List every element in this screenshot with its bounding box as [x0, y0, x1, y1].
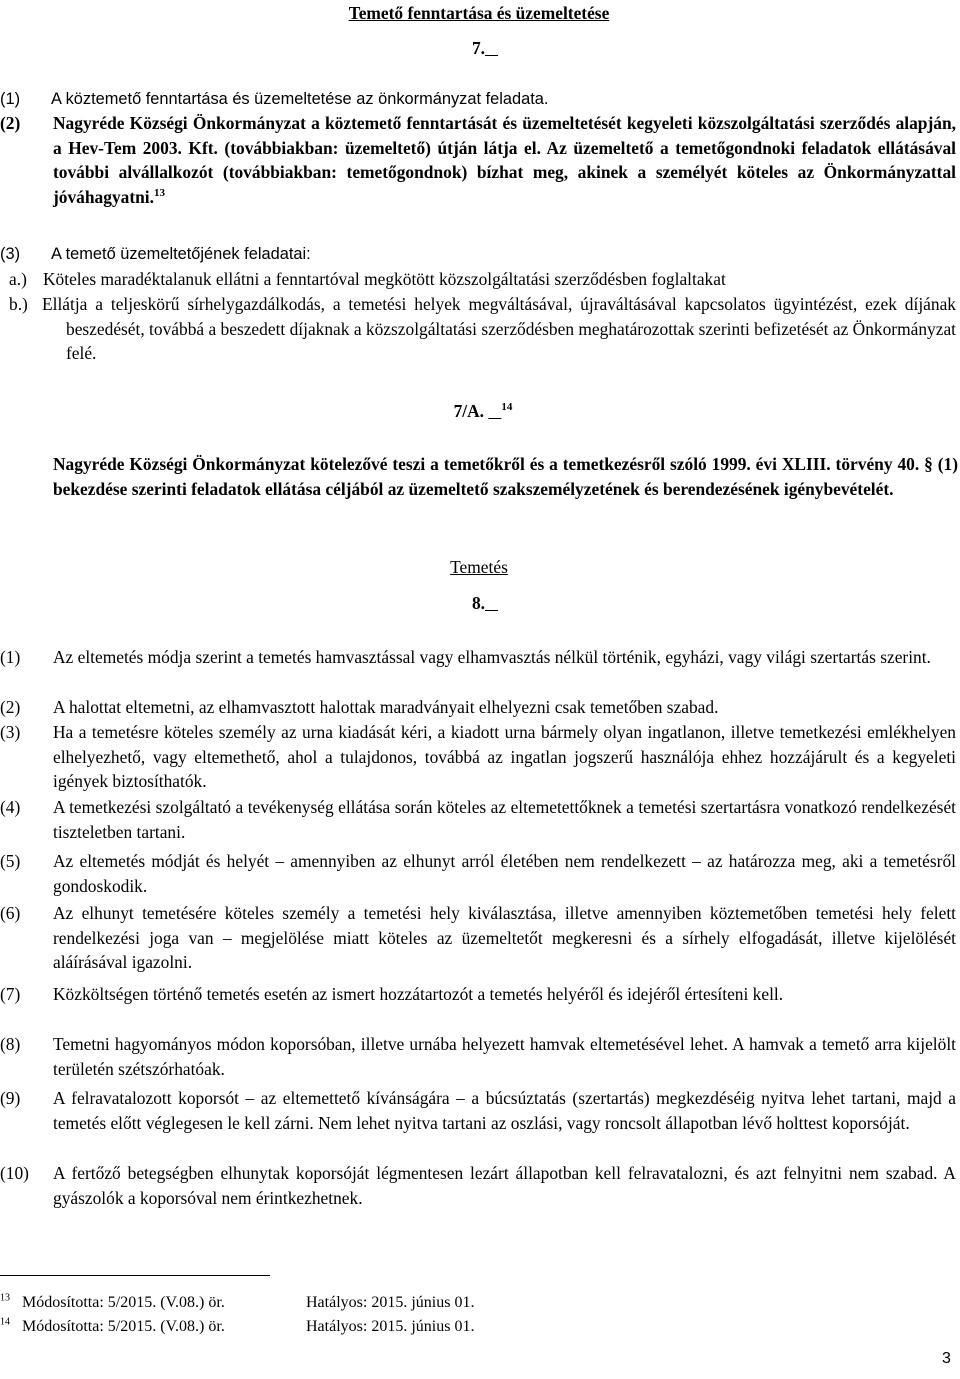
- paragraph-number: (10): [0, 1163, 29, 1183]
- footnote-separator: [0, 1275, 270, 1276]
- paragraph-8-1: [0, 645, 958, 695]
- paragraph-8-4: [0, 795, 958, 845]
- paragraph-8-3: [0, 720, 958, 794]
- footnote-mark: 13: [0, 1292, 10, 1304]
- footnote-13: [0, 1293, 700, 1313]
- paragraph-8-10: [0, 1161, 958, 1211]
- section-number-text: 8.: [471, 593, 485, 613]
- paragraph-number: (7): [0, 984, 21, 1004]
- paragraph-text: A halottat eltemetni, az elhamvasztott halottak maradványait elhelyezni csak temetőben szabad.: [53, 697, 719, 717]
- paragraph-8-5: [0, 849, 958, 899]
- paragraph-8-8: [0, 1032, 958, 1082]
- footnote-effective: Hatályos: 2015. június 01.: [306, 1294, 475, 1311]
- paragraph-number: (1): [0, 90, 21, 108]
- paragraph-text: Temetni hagyományos módon koporsóban, illetve urnába helyezett hamvak eltemetésével lehet. A hamvak a temető arra kijelölt területén szétszórhatóak.: [53, 1034, 956, 1079]
- paragraph-text: A felravatalozott koporsót – az eltemettető kívánságára – a búcsúztatás (szertartás) megkezdéséig nyitva lehet tartani, majd a temetés előtt véglegesen le kell zárni. Nem lehet nyitva tartani az oszlási, vagy roncsolt állapotban lévő holttest koporsóját.: [53, 1088, 956, 1133]
- paragraph-text: Nagyréde Községi Önkormányzat a köztemető fenntartását és üzemeltetését kegyeleti közszolgáltatási szerződés alapján, a Hev-Tem 2003. Kft. (továbbiakban: üzemeltető) útján látja el. Az üzemeltető a temetőgondnoki feladatok ellátásával további alvállalkozót (továbbiakban: temetőgondnok) bízhat meg, akinek a személyét köteles az Önkormányzattal jóváhagyatni.: [53, 113, 956, 207]
- paragraph-number: (6): [0, 903, 21, 923]
- paragraph-8-7: [0, 982, 958, 1032]
- subitem-label: a.): [9, 269, 27, 289]
- section-7a-number: [4, 400, 960, 422]
- paragraph-number: (2): [0, 697, 21, 717]
- paragraph-8-2: [0, 695, 958, 720]
- paragraph-2: [0, 111, 958, 259]
- section-title-text: Temetés: [450, 557, 508, 577]
- section-title: [0, 2, 958, 24]
- subitem-label: b.): [9, 294, 28, 314]
- paragraph-number: (8): [0, 1034, 21, 1054]
- paragraph-text: A temetkezési szolgáltató a tevékenység ellátása során köteles az eltemetettőknek a temetési szertartásra vonatkozó rendelkezését tiszteletben tartani.: [53, 797, 956, 842]
- paragraph-number: (2): [0, 113, 21, 133]
- footnote-effective: Hatályos: 2015. június 01.: [306, 1318, 475, 1335]
- section-title-text: Temető fenntartása és üzemeltetése: [348, 3, 610, 23]
- section-title-temetes: [0, 556, 958, 578]
- paragraph-text: A fertőző betegségben elhunytak koporsóját légmentesen lezárt állapotban kell felravatalozni, és azt felnyitni nem szabad. A gyászolók a koporsóval nem érintkezhetnek.: [53, 1163, 956, 1208]
- paragraph-text: Ha a temetésre köteles személy az urna kiadását kéri, a kiadott urna bármely olyan ingatlanon, illetve temetkezési emlékhelyen elhelyezhető, vagy eltemethető, ahol a tulajdonos, továbbá az ingatlan jogszerű használója ehhez hozzájárult és a kegyeleti igények biztosíthatók.: [53, 722, 956, 792]
- subitem-text: Köteles maradéktalanuk ellátni a fenntartóval megkötött közszolgáltatási szerződésben foglaltakat: [43, 269, 726, 289]
- section-number: [6, 37, 960, 59]
- section-number-8: [6, 592, 960, 614]
- subitem-b: [0, 292, 958, 372]
- paragraph-text: Az elhunyt temetésére köteles személy a temetési hely kiválasztása, illetve amennyiben köztemetőben temetési hely felett rendelkezési joga van – megjelölése miatt köteles az üzemeltetőt megkeresni és a sírhely elfogadását, illetve kijelölését aláírásával igazolni.: [53, 903, 956, 973]
- paragraph-number: (3): [0, 245, 21, 263]
- paragraph-text: A köztemető fenntartása és üzemeltetése az önkormányzat feladata.: [51, 90, 549, 108]
- paragraph-number: (3): [0, 722, 21, 742]
- paragraph-text: A temető üzemeltetőjének feladatai:: [51, 245, 311, 263]
- section-7a-text: [53, 452, 958, 501]
- paragraph-8-6: [0, 901, 958, 975]
- section-number-text: 7/A.: [453, 401, 485, 421]
- paragraph-number: (9): [0, 1088, 21, 1108]
- paragraph-text: Az eltemetés módját és helyét – amennyiben az elhunyt arról életében nem rendelkezett – az határozza meg, aki a temetésről gondoskodik.: [53, 851, 956, 896]
- paragraph-8-9: [0, 1086, 958, 1160]
- footnote-14: [0, 1317, 700, 1337]
- subitem-text: Ellátja a teljeskörű sírhelygazdálkodás, a temetési helyek megváltásával, újraváltásával kapcsolatos ügyintézést, ezek díjának beszedését, továbbá a beszedett díjaknak a közszolgáltatási szerződésben meghatározottak szerinti befizetését az Önkormányzat felé.: [42, 294, 956, 364]
- footnote-modified: Módosította: 5/2015. (V.08.) ör.: [22, 1294, 225, 1311]
- paragraph-number: (1): [0, 647, 21, 667]
- section-number-text: 7.: [471, 38, 485, 58]
- paragraph-text: Közköltségen történő temetés esetén az ismert hozzátartozót a temetés helyéről és idejéről értesíteni kell.: [53, 984, 784, 1004]
- footnote-ref: 13: [153, 186, 165, 199]
- paragraph-text: Nagyréde Községi Önkormányzat kötelezővé teszi a temetőkről és a temetkezésről szóló 1999. évi XLIII. törvény 40. § (1) bekezdése szerinti feladatok ellátása céljából az üzemeltető szakszemélyzetének és berendezésének igénybevételét.: [53, 454, 958, 499]
- paragraph-text: Az eltemetés módja szerint a temetés hamvasztással vagy elhamvasztás nélkül történik, egyházi, vagy világi szertartás szerint.: [53, 647, 931, 667]
- paragraph-number: (4): [0, 797, 21, 817]
- page-number: 3: [942, 1350, 951, 1367]
- paragraph-number: (5): [0, 851, 21, 871]
- footnote-ref: 14: [501, 401, 513, 414]
- footnote-modified: Módosította: 5/2015. (V.08.) ör.: [22, 1318, 225, 1335]
- footnote-mark: 14: [0, 1316, 10, 1328]
